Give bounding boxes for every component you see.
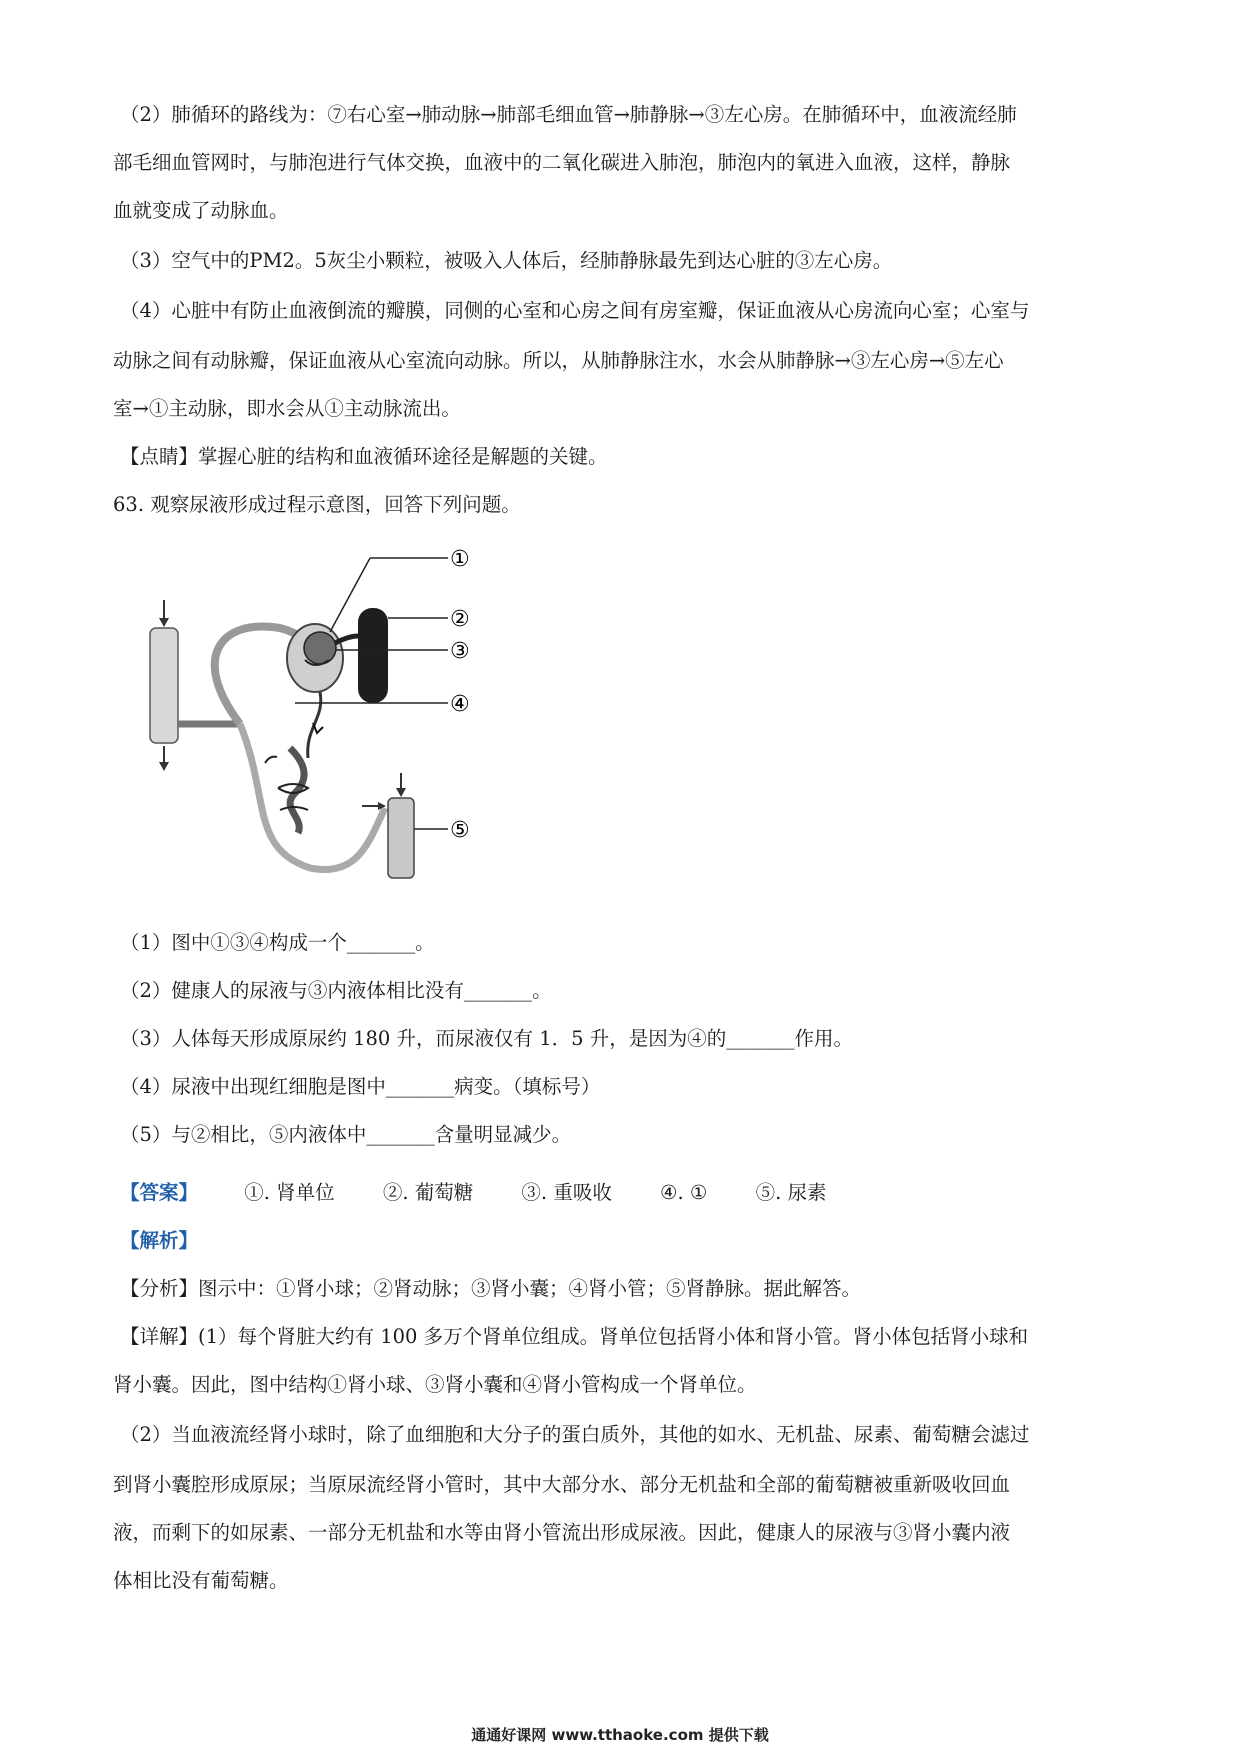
question-2: （2）健康人的尿液与③内液体相比没有_______。 [120, 979, 552, 1002]
nephron-diagram [130, 548, 530, 886]
highlight-line: 【点睛】掌握心脏的结构和血液循环途径是解题的关键。 [120, 445, 608, 468]
analysis-line: 到肾小囊腔形成原尿；当原尿流经肾小管时，其中大部分水、部分无机盐和全部的葡萄糖被重新吸收回血 [113, 1473, 1011, 1496]
figure-label-4 [450, 692, 470, 717]
svg-text:④: ④ [450, 692, 470, 717]
text-line: 室→①主动脉，即水会从①主动脉流出。 [113, 397, 461, 420]
figure-label-5 [450, 818, 470, 843]
text-line: （4）心脏中有防止血液倒流的瓣膜，同侧的心室和心房之间有房室瓣，保证血液从心房流向心室；心室与 [120, 299, 1030, 322]
text-line: 血就变成了动脉血。 [113, 199, 289, 222]
analysis-line: 【分析】图示中：①肾小球；②肾动脉；③肾小囊；④肾小管；⑤肾静脉。据此解答。 [120, 1277, 862, 1300]
figure-label-2 [450, 607, 470, 632]
analysis-line: （2）当血液流经肾小球时，除了血细胞和大分子的蛋白质外，其他的如水、无机盐、尿素、葡萄糖会滤过 [120, 1423, 1030, 1446]
text-line: 动脉之间有动脉瓣，保证血液从心室流向动脉。所以，从肺静脉注水，水会从肺静脉→③左心房→⑤左心 [113, 349, 1004, 372]
question-4: （4）尿液中出现红细胞是图中_______病变。（填标号） [120, 1075, 601, 1098]
svg-text:③: ③ [450, 639, 470, 664]
figure-label-1 [450, 548, 470, 572]
text-line: （3）空气中的PM2。5灰尘小颗粒，被吸入人体后，经肺静脉最先到达心脏的③左心房。 [120, 249, 893, 272]
question-title: 63. 观察尿液形成过程示意图，回答下列问题。 [113, 493, 521, 516]
answer-item: ③. 重吸收 [521, 1181, 612, 1204]
question-1: （1）图中①③④构成一个_______。 [120, 931, 435, 954]
analysis-label: 【解析】 [120, 1229, 199, 1252]
answer-item: ①. 肾单位 [244, 1181, 335, 1204]
answer-item: ⑤. 尿素 [755, 1181, 827, 1204]
analysis-line: 体相比没有葡萄糖。 [113, 1569, 289, 1592]
question-5: （5）与②相比，⑤内液体中_______含量明显减少。 [120, 1123, 572, 1146]
answer-row [120, 1178, 869, 1208]
answer-item: ②. 葡萄糖 [382, 1181, 474, 1204]
analysis-line: 【详解】(1）每个肾脏大约有 100 多万个肾单位组成。肾单位包括肾小体和肾小管。肾小体包括肾小球和 [120, 1325, 1029, 1348]
figure-label-3 [450, 639, 470, 664]
svg-text:⑤: ⑤ [450, 818, 470, 843]
question-3: （3）人体每天形成原尿约 180 升，而尿液仅有 1．5 升，是因为④的_______作用。 [120, 1027, 853, 1050]
footer-text: 通通好课网 www.tthaoke.com 提供下载 [471, 1726, 769, 1744]
svg-text:①: ① [450, 548, 470, 572]
analysis-line: 液，而剩下的如尿素、一部分无机盐和水等由肾小管流出形成尿液。因此，健康人的尿液与③肾小囊内液 [113, 1521, 1011, 1544]
svg-text:②: ② [450, 607, 470, 632]
answer-item: ④. ① [660, 1181, 708, 1204]
analysis-line: 肾小囊。因此，图中结构①肾小球、③肾小囊和④肾小管构成一个肾单位。 [113, 1373, 757, 1396]
text-line: 部毛细血管网时，与肺泡进行气体交换，血液中的二氧化碳进入肺泡，肺泡内的氧进入血液，这样，静脉 [113, 151, 1011, 174]
text-line: （2）肺循环的路线为：⑦右心室→肺动脉→肺部毛细血管→肺静脉→③左心房。在肺循环中，血液流经肺 [120, 103, 1017, 126]
answer-label: 【答案】 [120, 1181, 199, 1204]
